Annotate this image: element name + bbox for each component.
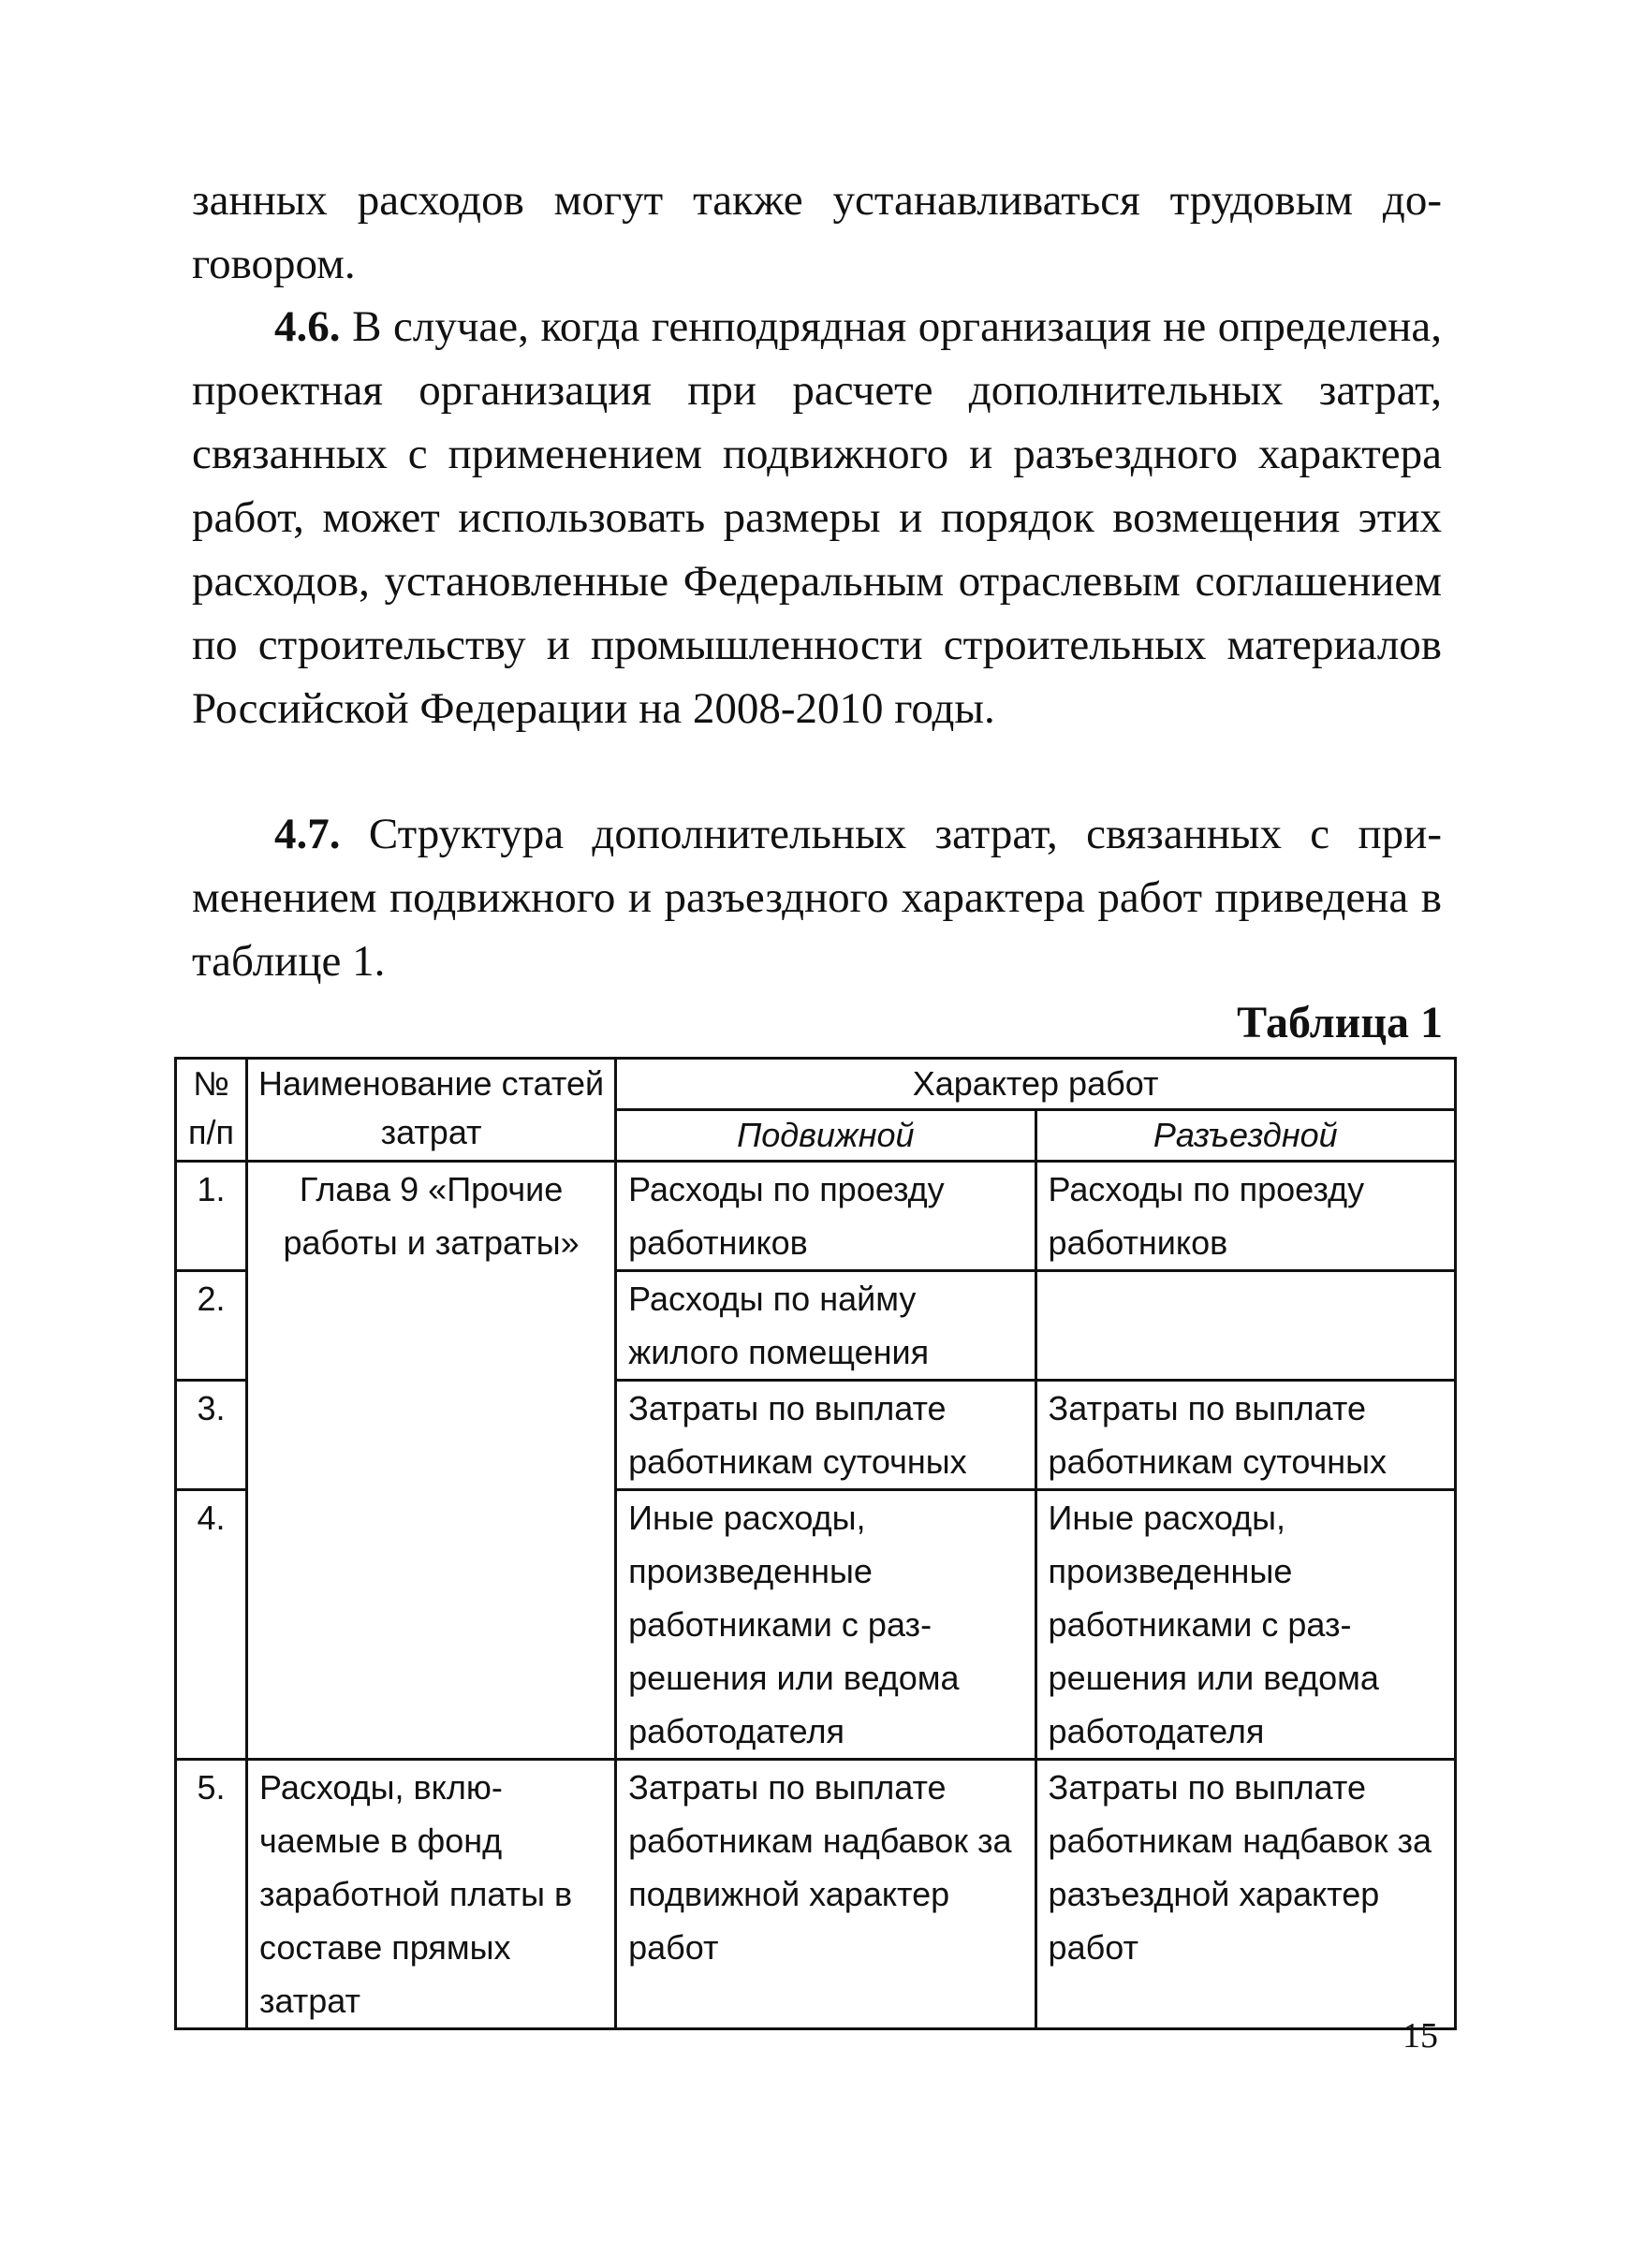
row-number: 1. — [176, 1162, 247, 1271]
cell-mobile: Расходы по найму жилого помещения — [616, 1271, 1035, 1381]
cell-traveling: Иные расходы, произведенные работниками с разрешения или ведома работодателя — [1035, 1490, 1455, 1760]
cell-mobile: Затраты по выплате работникам надбавок за подвижной характер работ — [616, 1760, 1035, 2029]
table-caption: Таблица 1 — [1237, 998, 1443, 1047]
paragraph-text: В случае, когда генподрядная организация не определена, проектная организация при расчете дополнительных затрат, связанных с применением подвижного и разъездного характера работ, может использовать размеры и порядок возмещения этих расходов, установленные Федеральным отраслевым соглашением по строительству и промышленности строительных материалов Российской Федерации на 2008-2010 годы. — [192, 302, 1442, 733]
cell-mobile: Затраты по выплате работникам суточных — [616, 1381, 1035, 1490]
paragraph-continuation — [192, 168, 1442, 296]
paragraph-4-7 — [192, 802, 1442, 993]
cell-mobile: Иные расходы, произведенные работниками с разрешения или ведома работодателя — [616, 1490, 1035, 1760]
chapter-cell: Глава 9 «Прочие работы и затраты» — [247, 1162, 616, 1760]
paragraph-text: занных расходов могут также устанавливаться трудовым договором. — [192, 176, 1442, 288]
paragraph-text: Структура дополнительных затрат, связанных с применением подвижного и разъездного характера работ приведена в таблице 1. — [192, 810, 1442, 986]
page-number: 15 — [1402, 2016, 1438, 2056]
header-traveling: Разъездной — [1035, 1110, 1455, 1162]
row-number: 2. — [176, 1271, 247, 1381]
header-mobile: Подвижной — [616, 1110, 1035, 1162]
cell-traveling: Расходы по проезду работников — [1035, 1162, 1455, 1271]
cell-mobile: Расходы по проезду работников — [616, 1162, 1035, 1271]
paragraph-number: 4.6. — [274, 302, 341, 351]
header-num: № п/п — [176, 1059, 247, 1162]
row-number: 3. — [176, 1381, 247, 1490]
cell-traveling — [1035, 1271, 1455, 1381]
header-name: Наименование статей затрат — [247, 1059, 616, 1162]
paragraph-4-6 — [192, 295, 1442, 740]
table-row — [176, 1162, 1456, 1271]
table-row — [176, 1760, 1456, 2029]
paragraph-number: 4.7. — [274, 810, 341, 858]
cell-traveling: Затраты по выплате работникам надбавок за разъездной характер работ — [1035, 1760, 1455, 2029]
cost-structure-table — [174, 1057, 1457, 2030]
row-number: 4. — [176, 1490, 247, 1760]
cell-traveling: Затраты по выплате работникам суточных — [1035, 1381, 1455, 1490]
header-group: Характер работ — [616, 1059, 1456, 1110]
table-header-row — [176, 1059, 1456, 1110]
cell-name: Расходы, включаемые в фонд заработной платы в составе прямых затрат — [247, 1760, 616, 2029]
row-number: 5. — [176, 1760, 247, 2029]
